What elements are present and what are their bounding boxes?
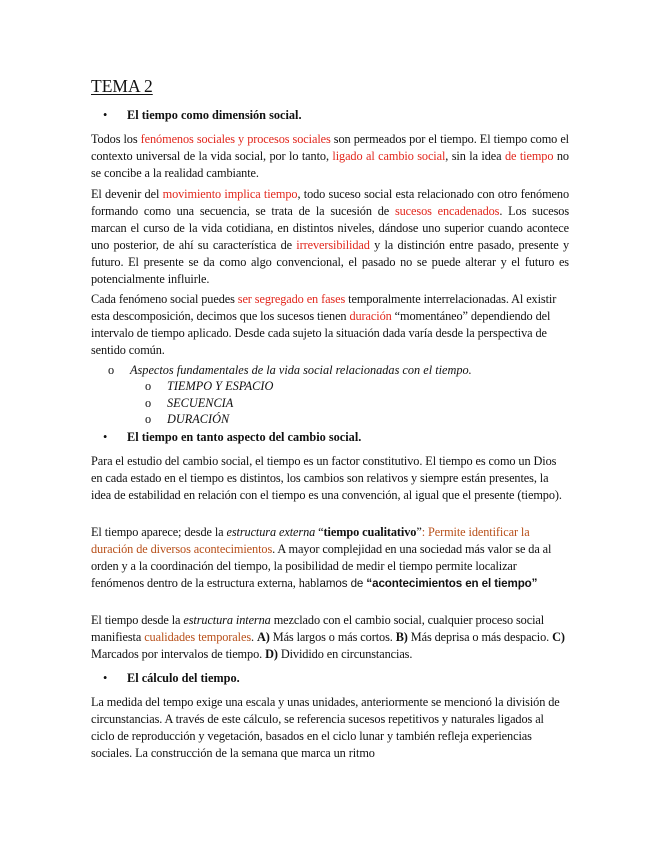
list-marker: o — [145, 412, 152, 426]
bold-text: B) — [395, 630, 408, 644]
section-heading-1 — [103, 107, 302, 124]
italic-text: estructura externa — [226, 525, 316, 539]
text: Cada fenómeno social puedes — [91, 292, 238, 306]
aspects-list-title — [108, 362, 472, 379]
bold-text: tiempo cualitativo — [323, 525, 417, 539]
aspects-list-item — [145, 378, 274, 395]
text: . A mayor complejidad en una sociedad más valor se da al orden y a la coordinación del tiempo, la posibilidad de medir el tiempo permite localizar fenómenos dentro de la estructura externa, habl — [91, 542, 552, 590]
text: Más deprisa o más despacio. — [407, 630, 553, 644]
aspects-list-item — [145, 411, 230, 428]
list-item-text: DURACIÓN — [167, 412, 230, 426]
section-heading-3 — [103, 670, 240, 687]
paragraph-4: Para el estudio del cambio social, el tiempo es un factor constitutivo. El tiempo es como un Dios en cada estado en el tiempo es distintos, los cambios son relativos y siempre están presentes, la idea de estabilidad en relación con el tiempo es una convención, al igual que el presente (tiempo). — [91, 454, 562, 502]
bullet-icon: • — [103, 671, 108, 685]
text: , sin la idea — [445, 149, 505, 163]
text: “ — [315, 525, 324, 539]
section-heading-text: El tiempo en tanto aspecto del cambio social. — [127, 430, 362, 444]
text: El tiempo aparece; desde la — [91, 525, 227, 539]
bullet-icon: • — [103, 430, 108, 444]
text: mezclado con el cambio social, cualquier proceso social manifiesta — [91, 613, 545, 644]
highlighted-text: : Permite identificar la duración de diversos acontecimientos — [91, 525, 530, 556]
text: Más largos o más cortos. — [269, 630, 396, 644]
bold-text: D) — [265, 647, 278, 661]
paragraph-7: La medida del tempo exige una escala y unas unidades, anteriormente se mencionó la división de circunstancias. A través de este cálculo, se referencia sucesos repetitivos y naturales ligados al ciclo de reproducción y vegetación, basados en el ciclo lunar y también refleja experiencias sociales. La construcción de la semana que marca un ritmo — [91, 695, 560, 760]
section-heading-2 — [103, 429, 362, 446]
text: El devenir del — [91, 187, 163, 201]
bold-text: C) — [552, 630, 565, 644]
text: Dividido en circunstancias. — [277, 647, 413, 661]
bold-text: A) — [256, 630, 270, 644]
text: , todo suceso social esta relacionado con otro fenómeno formando como una secuencia, se trata de la sucesión de — [91, 187, 569, 218]
highlighted-text: ligado al cambio social — [332, 149, 446, 163]
aspects-list-item — [145, 395, 234, 412]
list-item-text: SECUENCIA — [167, 396, 234, 410]
italic-text: estructura interna — [183, 613, 271, 627]
page-title: TEMA 2 — [91, 76, 153, 96]
text: temporalmente interrelacionadas. Al existir esta descomposición, decimos que los sucesos tienen — [91, 292, 557, 323]
text: . Los sucesos marcan el curso de la vida cotidiana, en distintos niveles, dándose uno superior cuando acontece uno posterior, de ahí su característica de — [91, 204, 570, 252]
list-marker: o — [108, 363, 115, 377]
paragraph-3 — [91, 291, 569, 359]
paragraph-5 — [91, 524, 569, 592]
text: amos de — [319, 577, 367, 590]
paragraph-2 — [91, 186, 569, 288]
text: no se concibe a la realidad cambiante. — [91, 149, 569, 180]
text: . — [251, 630, 257, 644]
bold-text: “acontecimientos en el tiempo” — [366, 577, 538, 590]
section-heading-text: El cálculo del tiempo. — [127, 671, 240, 685]
paragraph-1 — [91, 131, 569, 182]
highlighted-text: cualidades temporales — [144, 630, 252, 644]
text: y la distinción entre pasado, presente y futuro. El presente se da como algo convencional, el pasado no se puede alterar y el futuro es potencialmente influirle. — [91, 238, 569, 286]
text: Marcados por intervalos de tiempo. — [91, 647, 266, 661]
highlighted-text: de tiempo — [504, 149, 554, 163]
text: Todos los — [91, 132, 141, 146]
text: “momentáneo” dependiendo del intervalo de tiempo aplicado. Desde cada sujeto la situación dada varía desde la perspectiva de sentido común. — [91, 309, 551, 357]
highlighted-text: irreversibilidad — [296, 238, 370, 252]
highlighted-text: sucesos encadenados — [394, 204, 500, 218]
highlighted-text: fenómenos sociales y procesos sociales — [140, 132, 331, 146]
list-item-text: TIEMPO Y ESPACIO — [167, 379, 274, 393]
bullet-icon: • — [103, 108, 108, 122]
list-item-text: Aspectos fundamentales de la vida social relacionadas con el tiempo. — [130, 363, 472, 377]
highlighted-text: duración — [349, 309, 392, 323]
highlighted-text: ser segregado en fases — [237, 292, 346, 306]
section-heading-text: El tiempo como dimensión social. — [127, 108, 302, 122]
paragraph-6 — [91, 612, 569, 663]
text: El tiempo desde la — [91, 613, 184, 627]
text: ” — [416, 525, 422, 539]
list-marker: o — [145, 379, 152, 393]
list-marker: o — [145, 396, 152, 410]
text: son permeados por el tiempo. El tiempo como el contexto universal de la vida social, por lo tanto, — [91, 132, 569, 163]
highlighted-text: movimiento implica tiempo — [162, 187, 298, 201]
